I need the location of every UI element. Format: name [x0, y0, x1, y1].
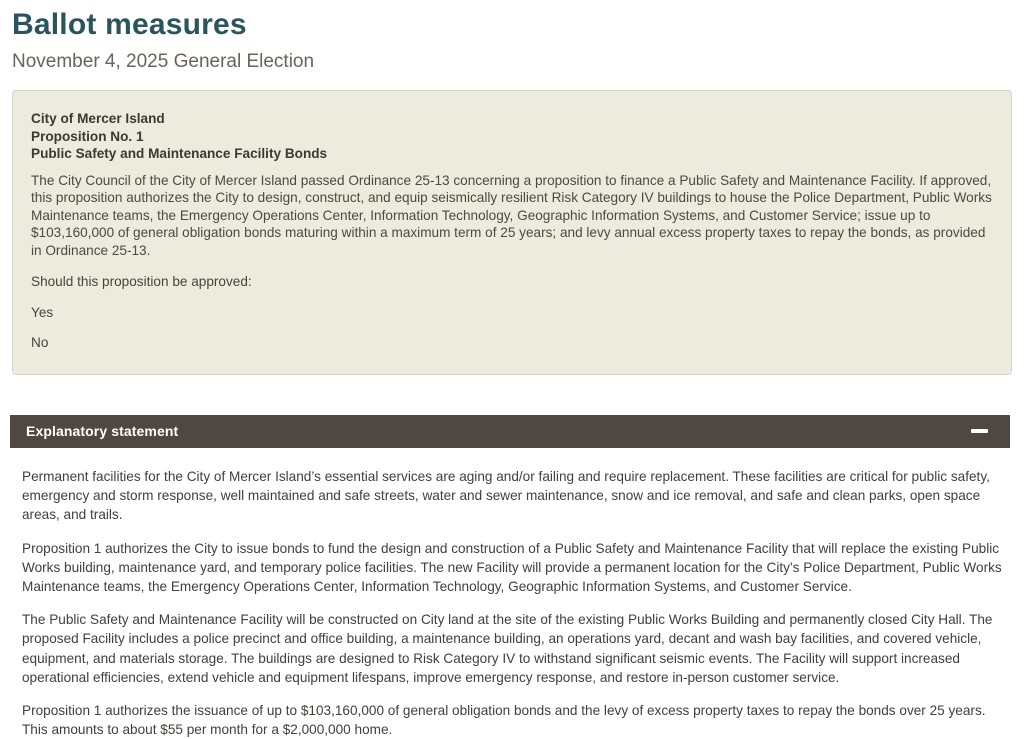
explanatory-paragraph: Permanent facilities for the City of Mercer Island’s essential services are aging and/or failing and require replacement. These facilities are critical for public safety, emergency and storm response, well maintained and safe streets, water and sewer maintenance, snow and ice removal, and safe and clean parks, open space areas, and trails.: [22, 468, 990, 523]
explanatory-paragraph: Proposition 1 authorizes the City to issue bonds to fund the design and construction of a Public Safety and Maintenance Facility that will replace the existing Public Works building, maintenance yard, and temporary police facilities. The new Facility will provide a permanent location for the City’s Police Department, Public Works Maintenance teams, the Emergency Operations Center, Information Technology, Geographic Information Systems, and Customer Service.: [22, 540, 1002, 594]
explanatory-statement-body: [12, 448, 1012, 739]
measure-question: Should this proposition be approved:: [31, 274, 252, 290]
explanatory-paragraph: The Public Safety and Maintenance Facility will be constructed on City land at the site of the existing Public Works Building and permanently closed City Hall. The proposed Facility includes a police precinct and office building, a maintenance building, an operations yard, decant and wash bay facilities, and covered vehicle, equipment, and materials storage. The buildings are designed to Risk Category IV to withstand significant seismic events. The Facility will support increased operational efficiencies, extend vehicle and equipment lifespans, improve emergency response, and restore in-person customer service.: [22, 612, 993, 685]
explanatory-paragraph: Proposition 1 authorizes the issuance of up to $103,160,000 of general obligation bonds and the levy of excess property taxes to repay the bonds over 25 years. This amounts to about $55 per month for a $2,000,000 home.: [22, 703, 986, 738]
page-title: Ballot measures: [12, 8, 247, 41]
collapse-minus-icon[interactable]: [971, 429, 988, 433]
measure-option-no: No: [31, 335, 49, 351]
measure-proposition-number: Proposition No. 1: [31, 128, 144, 144]
measure-jurisdiction: City of Mercer Island: [31, 111, 165, 126]
election-subtitle: November 4, 2025 General Election: [12, 51, 315, 72]
measure-summary-box: [12, 90, 1012, 375]
explanatory-statement-accordion-header[interactable]: [10, 415, 1010, 448]
explanatory-statement-header-label: Explanatory statement: [26, 423, 179, 440]
measure-ballot-text: The City Council of the City of Mercer Island passed Ordinance 25-13 concerning a proposition to finance a Public Safety and Maintenance Facility. If approved, this proposition authorizes the City to design, construct, and equip seismically resilient Risk Category IV buildings to house the Police Department, Public Works Maintenance teams, the Emergency Operations Center, Information Technology, Geographic Information Systems, and Customer Service; issue up to $103,160,000 of general obligation bonds maturing within a maximum term of 25 years; and levy annual excess property taxes to repay the bonds, as provided in Ordinance 25-13.: [31, 172, 992, 258]
measure-title: Public Safety and Maintenance Facility Bonds: [31, 146, 328, 161]
measure-option-yes: Yes: [31, 304, 54, 320]
